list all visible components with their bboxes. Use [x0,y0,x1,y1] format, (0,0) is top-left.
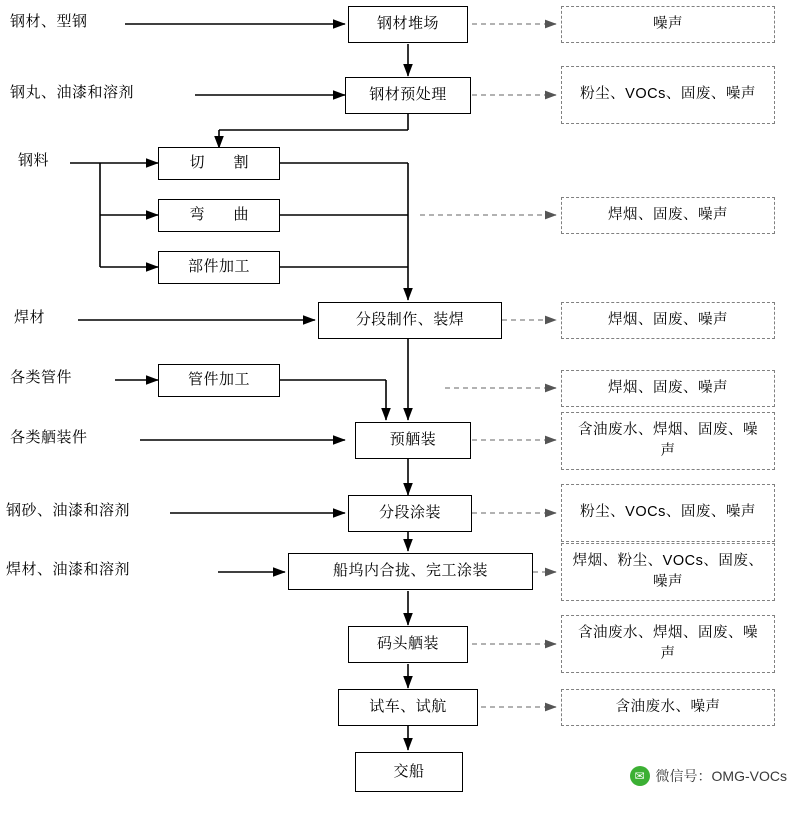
pollutant-box-pretreatment: 粉尘、VOCs、固废、噪声 [561,66,775,124]
pollutant-box-pipe-machining: 焊烟、固废、噪声 [561,370,775,407]
process-node-steel-yard[interactable]: 钢材堆场 [348,6,468,43]
process-node-block-coating[interactable]: 分段涂装 [348,495,472,532]
pollutant-box-block-coating: 粉尘、VOCs、固废、噪声 [561,484,775,542]
process-node-cutting[interactable]: 切 割 [158,147,280,180]
pollutant-box-noise-1: 噪声 [561,6,775,43]
process-node-delivery[interactable]: 交船 [355,752,463,792]
pollutant-box-cutting-bending: 焊烟、固废、噪声 [561,197,775,234]
process-node-block-assembly-welding[interactable]: 分段制作、装焊 [318,302,502,339]
input-label-steel: 钢材、型钢 [10,13,88,30]
process-node-steel-pretreatment[interactable]: 钢材预处理 [345,77,471,114]
input-label-outfitting-parts: 各类舾装件 [10,429,88,446]
pollutant-box-quay-outfitting: 含油废水、焊烟、固废、噪声 [561,615,775,673]
process-node-pre-outfitting[interactable]: 预舾装 [355,422,471,459]
input-label-weld-paint-solvent: 焊材、油漆和溶剂 [6,561,131,578]
input-label-pipe-parts: 各类管件 [10,369,73,386]
input-label-grit-paint: 钢砂、油漆和溶剂 [6,502,131,519]
pollutant-box-trial-run: 含油废水、噪声 [561,689,775,726]
process-node-quay-outfitting[interactable]: 码头舾装 [348,626,468,663]
input-label-welding-material: 焊材 [14,309,46,326]
wechat-icon: ✉ [630,766,650,786]
pollutant-box-dock-erection: 焊烟、粉尘、VOCs、固废、噪声 [561,543,775,601]
input-label-steel-stock: 钢料 [18,152,50,169]
process-node-bending[interactable]: 弯 曲 [158,199,280,232]
input-label-shot-paint: 钢丸、油漆和溶剂 [10,84,135,101]
watermark-text: 微信号：OMG-VOCs [655,768,787,784]
process-node-pipe-machining[interactable]: 管件加工 [158,364,280,397]
process-node-part-machining[interactable]: 部件加工 [158,251,280,284]
pollutant-box-block-assembly: 焊烟、固废、噪声 [561,302,775,339]
watermark [630,766,787,786]
process-node-dock-erection-final-coating[interactable]: 船坞内合拢、完工涂装 [288,553,533,590]
pollutant-box-pre-outfitting: 含油废水、焊烟、固废、噪声 [561,412,775,470]
process-node-trial-run[interactable]: 试车、试航 [338,689,478,726]
